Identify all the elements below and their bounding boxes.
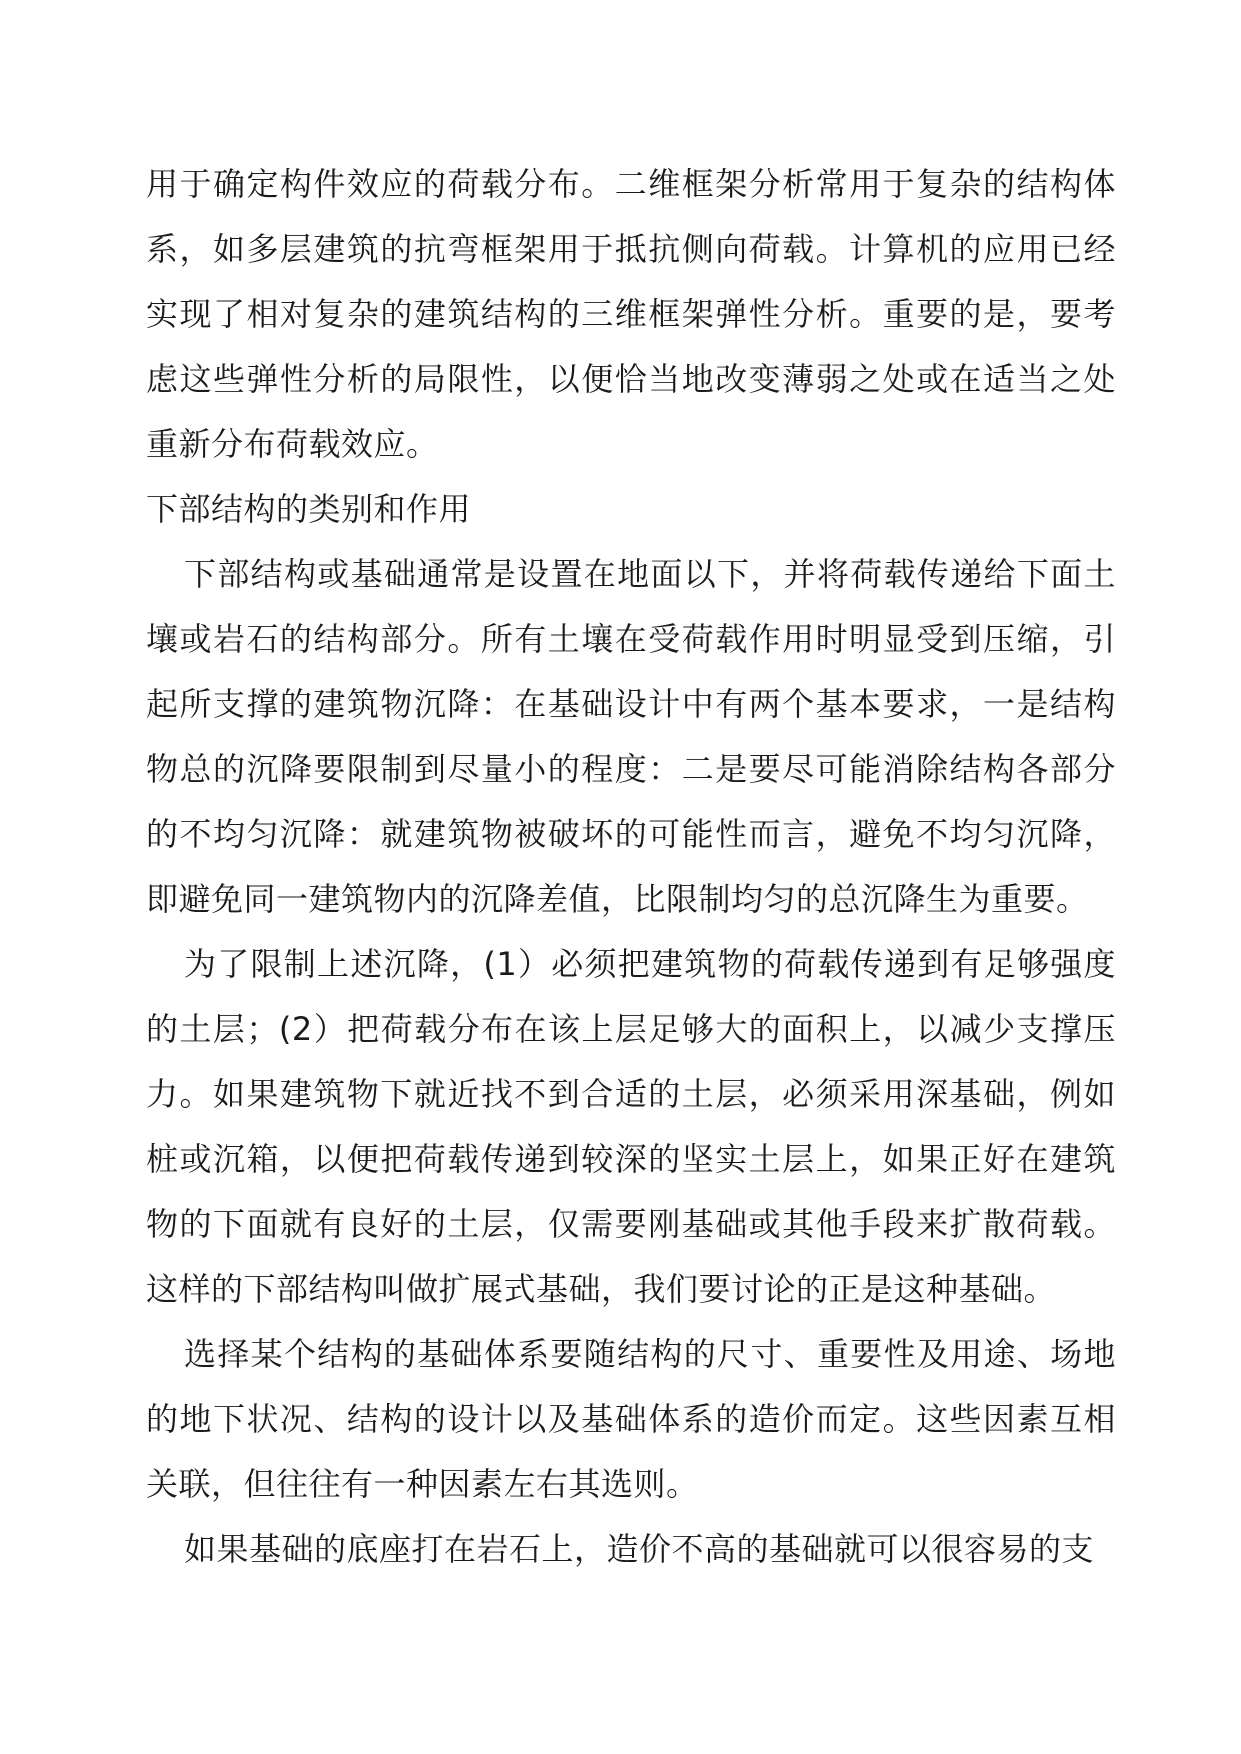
paragraph-settlement-limits: 为了限制上述沉降，(1）必须把建筑物的荷载传递到有足够强度的土层；(2）把荷载分布在该上层足够大的面积上，以减少支撑压力。如果建筑物下就近找不到合适的土层，必须采用深基础，例如桩或沉箱，以便把荷载传递到较深的坚实土层上，如果正好在建筑物的下面就有良好的土层，仅需要刚基础或其他手段来扩散荷载。这样的下部结构叫做扩展式基础，我们要讨论的正是这种基础。 — [146, 945, 1116, 1308]
paragraph-foundation-selection: 选择某个结构的基础体系要随结构的尺寸、重要性及用途、场地的地下状况、结构的设计以及基础体系的造价而定。这些因素互相关联，但往往有一种因素左右其选则。 — [146, 1335, 1116, 1503]
document-body — [146, 152, 1116, 1582]
section-heading-substructure: 下部结构的类别和作用 — [146, 490, 472, 528]
paragraph-substructure-definition: 下部结构或基础通常是设置在地面以下，并将荷载传递给下面土壤或岩石的结构部分。所有土壤在受荷载作用时明显受到压缩，引起所支撑的建筑物沉降：在基础设计中有两个基本要求，一是结构物总的沉降要限制到尽量小的程度：二是要尽可能消除结构各部分的不均匀沉降：就建筑物被破坏的可能性而言，避免不均匀沉降，即避免同一建筑物内的沉降差值，比限制均匀的总沉降生为重要。 — [146, 555, 1116, 918]
paragraph-elastic-analysis: 用于确定构件效应的荷载分布。二维框架分析常用于复杂的结构体系，如多层建筑的抗弯框架用于抵抗侧向荷载。计算机的应用已经实现了相对复杂的建筑结构的三维框架弹性分析。重要的是，要考虑这些弹性分析的局限性，以便恰当地改变薄弱之处或在适当之处重新分布荷载效应。 — [146, 165, 1116, 463]
paragraph-rock-foundation: 如果基础的底座打在岩石上，造价不高的基础就可以很容易的支 — [184, 1530, 1095, 1568]
